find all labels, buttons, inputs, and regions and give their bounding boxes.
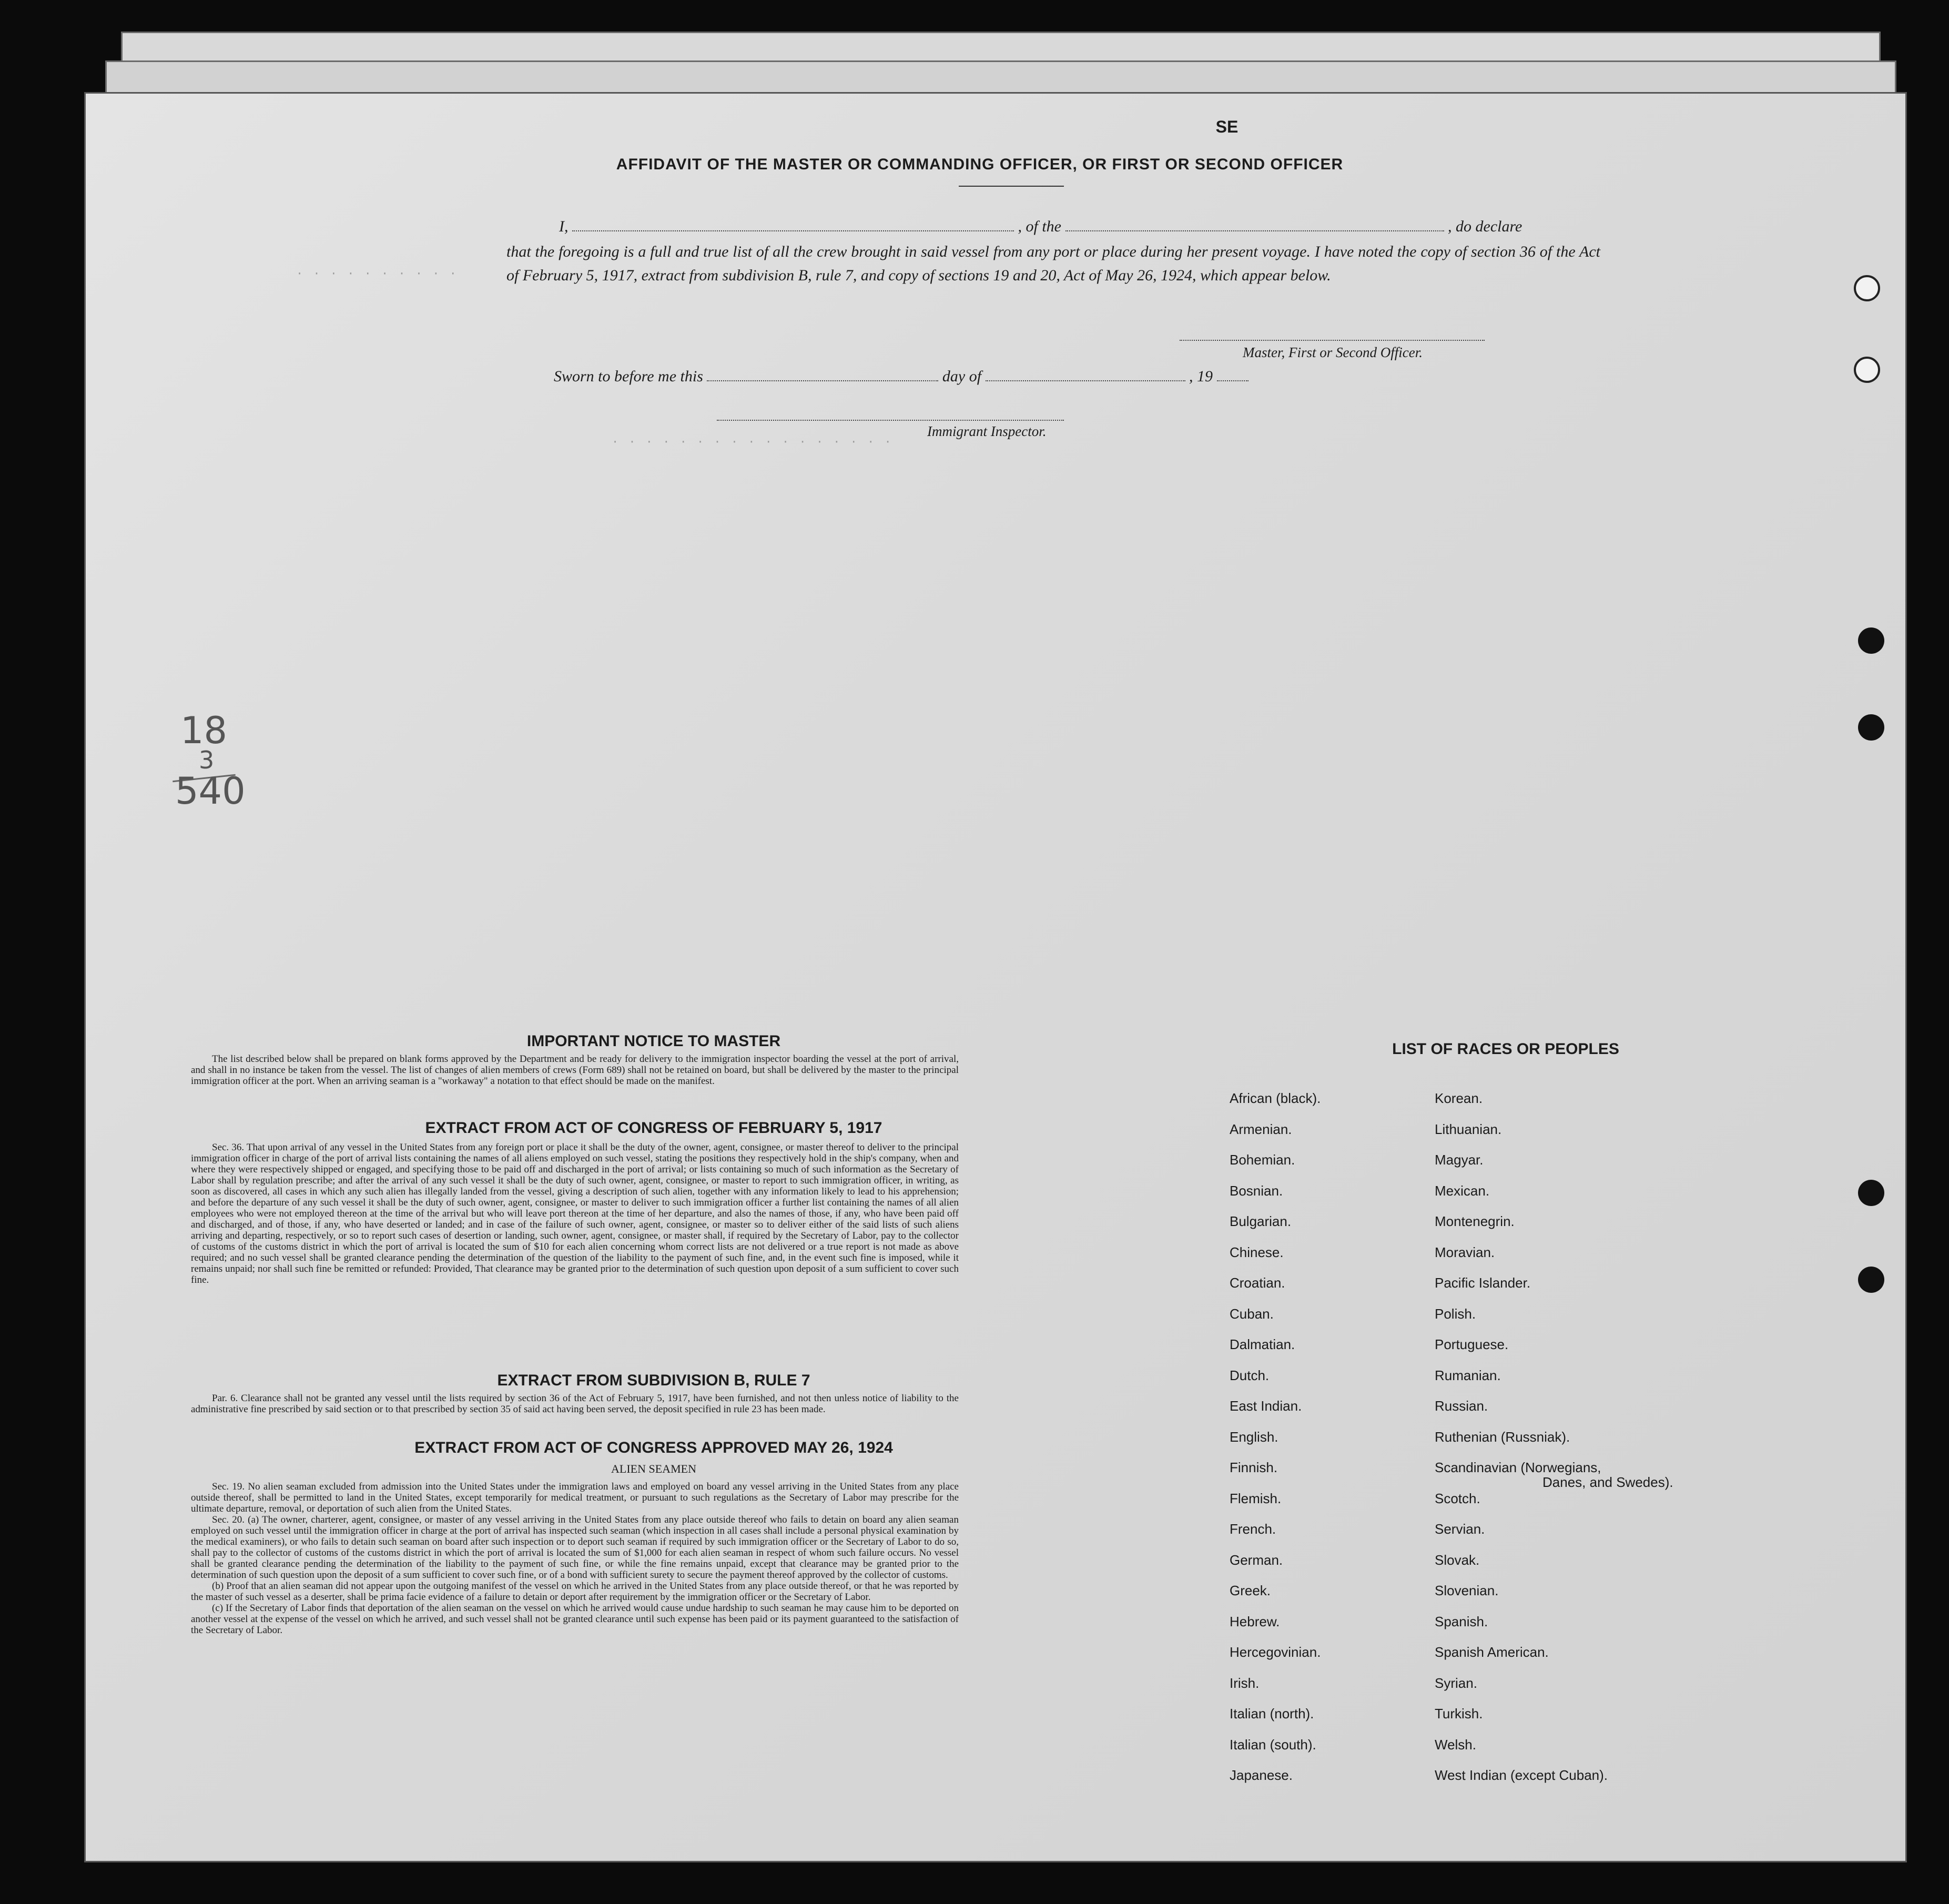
race-item: Bosnian. xyxy=(1230,1182,1283,1199)
race-item: Spanish American. xyxy=(1435,1644,1549,1660)
race-item: Italian (north). xyxy=(1230,1706,1314,1721)
race-item: Cuban. xyxy=(1230,1305,1274,1322)
declaration-i: I, xyxy=(559,218,569,235)
bleed-through-text: · · · · · · · · · · · · · · · · · xyxy=(612,436,893,449)
race-item: Irish. xyxy=(1230,1675,1260,1691)
sworn-year-blank[interactable] xyxy=(1217,368,1248,381)
pencil-note-bottom: 540 xyxy=(175,769,246,813)
race-item: Slovak. xyxy=(1435,1552,1480,1568)
race-item: West Indian (except Cuban). xyxy=(1435,1767,1608,1783)
race-item: Bohemian. xyxy=(1230,1152,1295,1168)
rule-7-text: Par. 6. Clearance shall not be granted any vessel until the lists required by section 36 of the Act of February 5, 1917, have been furnished, and not then unless notice of liability to the administrative fine prescribed by said section or to that prescribed by section 35 of said act having been served, the deposit specified in rule 23 has been made. xyxy=(191,1393,959,1415)
section-19-text: Sec. 19. No alien seaman excluded from admission into the United States under the immigration laws and employed on board any vessel arriving in the United States from any place outside thereof, shall be permitted to land in the United States, except temporarily for medical treatment, or pursuant to such regulations as the Secretary of Labor may prescribe for the ultimate departure, removal, or deportation of such alien from the United States. xyxy=(191,1481,959,1514)
punch-hole xyxy=(1854,357,1880,383)
race-item: Finnish. xyxy=(1230,1460,1278,1475)
race-item: Servian. xyxy=(1435,1521,1485,1537)
title-underline xyxy=(959,186,1064,187)
affidavit-declaration-line xyxy=(559,215,1611,238)
race-item: Syrian. xyxy=(1435,1675,1477,1691)
page-marker: SE xyxy=(1215,117,1239,136)
document-page xyxy=(84,92,1907,1862)
race-item: Japanese. xyxy=(1230,1767,1293,1783)
race-item: Moravian. xyxy=(1435,1244,1495,1260)
name-blank[interactable] xyxy=(572,218,1014,231)
sworn-day-blank[interactable] xyxy=(707,368,938,381)
race-item: Ruthenian (Russniak). xyxy=(1435,1429,1570,1445)
sworn-day-of: day of xyxy=(942,368,982,385)
punch-hole xyxy=(1858,1180,1884,1206)
affidavit-body: that the foregoing is a full and true list of all the crew brought in said vessel from any port or place during her present voyage. I have noted the copy of section 36 of the Act of February 5, 1917, extract from subdivision B, rule 7, and copy of sections 19 and 20, Act of May 26, 1924, which appear below. xyxy=(506,243,1600,284)
race-item: Italian (south). xyxy=(1230,1736,1316,1753)
punch-hole xyxy=(1858,714,1884,741)
vessel-blank[interactable] xyxy=(1065,218,1444,231)
extract-1924-text xyxy=(191,1481,959,1636)
race-item: East Indian. xyxy=(1230,1398,1302,1414)
race-item: Croatian. xyxy=(1230,1275,1285,1291)
race-item: Hebrew. xyxy=(1230,1613,1280,1629)
affidavit-title: AFFIDAVIT OF THE MASTER OR COMMANDING OFFICER, OR FIRST OR SECOND OFFICER xyxy=(616,156,1344,173)
race-item: Scandinavian (Norwegians, xyxy=(1435,1460,1601,1475)
section-36-body: That upon arrival of any vessel in the United States from any foreign port or place it shall be the duty of the owner, agent, consignee, or master thereof to deliver to the principal immigration officer in charge of the port of arrival lists containing the names of all aliens employed on such vessel, stating the positions they respectively hold in the ship's company, when and where they were respectively shipped or engaged, and specifying those to be paid off and discharged in the port of arrival; or lists containing so much of such information as the Secretary of Labor shall by regulation prescribe; and after the arrival of any such vessel it shall be the duty of such owner, agent, consignee, or master to report to such immigration officer, in writing, as soon as discovered, all cases in which any such alien has illegally landed from the vessel, giving a description of such alien, together with any information likely to lead to his apprehension; and before the departure of any such vessel it shall be the duty of such owner, agent, consignee, or master to deliver to such immigration officer a further list containing the names of all alien employees who were not employed thereon at the time of the arrival but who will leave port thereon at the time of her departure, and also the names of those, if any, who have been paid off and discharged, and of those, if any, who have deserted or landed; and in case of the failure of such owner, agent, consignee, or master so to deliver either of the said lists of such aliens arriving and departing, respectively, or so to report such cases of desertion or landing, such owner, agent, consignee, or master shall, if required by the Secretary of Labor, pay to the collector of customs of the customs district in which the port of arrival is located the sum of $10 for each alien concerning whom correct lists are not delivered or a true report is not made as above required; and no such vessel shall be granted clearance pending the determination of the question of the liability to the payment of such fine, and, in the event such fine is imposed, while it remains unpaid; nor shall such fine be remitted or refunded: Provided, That clearance may be granted prior to the determination of such question upon deposit of a sum sufficient to cover such fine. xyxy=(191,1142,959,1285)
sworn-month-blank[interactable] xyxy=(986,368,1185,381)
race-item: Slovenian. xyxy=(1435,1583,1499,1598)
race-item: Welsh. xyxy=(1435,1736,1476,1753)
race-item: Greek. xyxy=(1230,1583,1271,1598)
pencil-note-top: 18 xyxy=(180,709,228,752)
race-item: Scotch. xyxy=(1435,1490,1480,1506)
sworn-line xyxy=(554,364,1500,388)
punch-hole xyxy=(1854,275,1880,301)
race-item: Portuguese. xyxy=(1435,1336,1509,1352)
sworn-text: Sworn to before me this xyxy=(554,368,703,385)
section-36-label: Sec. 36. xyxy=(212,1142,245,1153)
race-item: English. xyxy=(1230,1429,1278,1445)
race-item: Korean. xyxy=(1435,1090,1483,1106)
race-item: African (black). xyxy=(1230,1090,1321,1106)
inspector-label: Immigrant Inspector. xyxy=(927,423,1047,439)
punch-hole xyxy=(1858,627,1884,654)
signature-label: Master, First or Second Officer. xyxy=(1243,345,1423,360)
race-item: Russian. xyxy=(1435,1398,1488,1414)
section-20a-text: Sec. 20. (a) The owner, charterer, agent, consignee, or master of any vessel arriving in the United States from any place outside thereof who fails to detain on board any alien seaman employed on such vessel until the immigration officer in charge at the port of arrival has inspected such seaman (which inspection in all cases shall include a personal physical examination by the medical examiners), or who fails to detain such seaman on board after such inspection or to deport such seaman if required by such immigration officer or the Secretary of Labor to do so, shall pay to the collector of customs of the customs district in which the port of arrival is located the sum of $1,000 for each alien seaman in respect of whom such failure occurs. No vessel shall be granted clearance pending the determination of the liability to the payment of such fine, or while the fine remains unpaid, except that clearance may be granted prior to the determination of such question upon the deposit of a sum sufficient to cover such fine, or of a bond with sufficient surety to secure the payment thereof approved by the collector of customs. xyxy=(191,1514,959,1581)
race-item: French. xyxy=(1230,1521,1276,1537)
extract-1917-text xyxy=(191,1142,959,1285)
race-item: Mexican. xyxy=(1435,1182,1490,1199)
race-item: Chinese. xyxy=(1230,1244,1284,1260)
race-item: Danes, and Swedes). xyxy=(1542,1474,1673,1490)
race-item: Bulgarian. xyxy=(1230,1213,1292,1229)
race-item: Rumanian. xyxy=(1435,1367,1501,1383)
races-title: LIST OF RACES OR PEOPLES xyxy=(1392,1040,1619,1058)
sworn-year-prefix: , 19 xyxy=(1189,368,1213,385)
race-item: Magyar. xyxy=(1435,1152,1484,1168)
pencil-note-mid: 3 xyxy=(199,746,215,774)
notice-title: IMPORTANT NOTICE TO MASTER xyxy=(526,1032,781,1050)
race-item: Lithuanian. xyxy=(1435,1121,1502,1137)
race-item: Pacific Islander. xyxy=(1435,1275,1531,1291)
declaration-do-declare: , do declare xyxy=(1448,218,1522,235)
section-20c-text: (c) If the Secretary of Labor finds that deportation of the alien seaman on the vessel on which he arrived would cause undue hardship to such seaman he may cause him to be deported on another vessel at the expense of the vessel on which he arrived, and such vessel shall not be granted clearance until such expense has been paid or its payment guaranteed to the satisfaction of the Secretary of Labor. xyxy=(191,1603,959,1636)
race-item: Spanish. xyxy=(1435,1613,1488,1629)
race-item: Dalmatian. xyxy=(1230,1336,1295,1352)
notice-text: The list described below shall be prepared on blank forms approved by the Department and be ready for delivery to the immigration inspector boarding the vessel at the port of arrival, and shall in no instance be taken from the vessel. The list of changes of alien members of crews (Form 689) shall not be retained on board, but shall be delivered by the master to the principal immigration officer at the port. When an arriving seaman is a "workaway" a notation to that effect should be made on the manifest. xyxy=(191,1054,959,1087)
rule-7-title: EXTRACT FROM SUBDIVISION B, RULE 7 xyxy=(497,1372,810,1389)
race-item: Flemish. xyxy=(1230,1490,1282,1506)
bleed-through-text: · · · · · · · · · · xyxy=(296,267,458,280)
race-item: Turkish. xyxy=(1435,1706,1483,1721)
race-item: Hercegovinian. xyxy=(1230,1644,1321,1660)
race-item: Dutch. xyxy=(1230,1367,1270,1383)
extract-1924-title: EXTRACT FROM ACT OF CONGRESS APPROVED MAY 26, 1924 xyxy=(414,1439,893,1456)
declaration-of-the: , of the xyxy=(1018,218,1061,235)
race-item: German. xyxy=(1230,1552,1283,1568)
race-item: Montenegrin. xyxy=(1435,1213,1515,1229)
alien-seamen-subtitle: ALIEN SEAMEN xyxy=(611,1462,696,1475)
punch-hole xyxy=(1858,1267,1884,1293)
section-20b-text: (b) Proof that an alien seaman did not appear upon the outgoing manifest of the vessel on which he arrived in the United States from any place outside thereof, or that he was reported by the master of such vessel as a deserter, shall be prima facie evidence of a failure to detain or deport after requirement by the immigration officer or the Secretary of Labor. xyxy=(191,1581,959,1603)
extract-1917-title: EXTRACT FROM ACT OF CONGRESS OF FEBRUARY 5, 1917 xyxy=(425,1119,882,1137)
race-item: Polish. xyxy=(1435,1305,1476,1322)
race-item: Armenian. xyxy=(1230,1121,1292,1137)
